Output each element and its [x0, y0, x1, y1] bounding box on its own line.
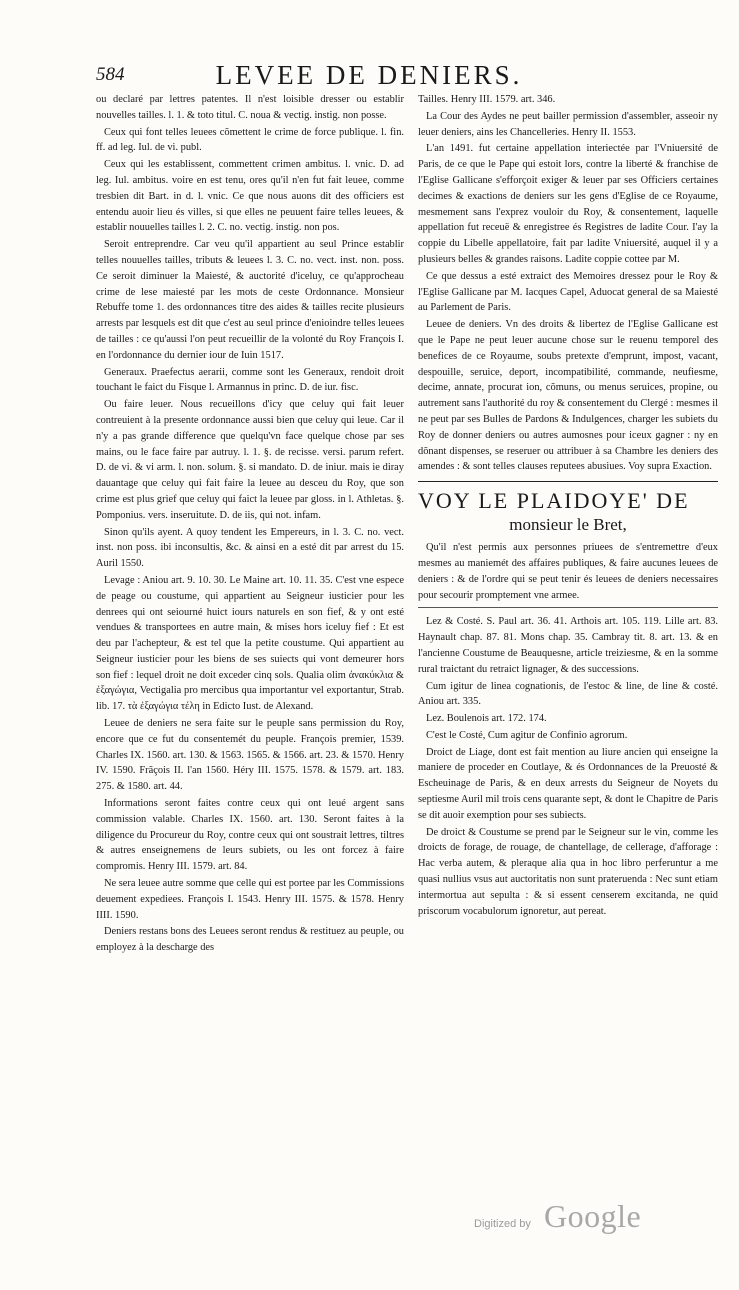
- paragraph: L'an 1491. fut certaine appellation interiectée par l'Vniuersité de Paris, de ce que le Pape qui estoit lors, contre la liberté & franchise de l'Eglise Gallicane s'efforçoit exiger & leuer par ses Officiers certaines decimes & exactions de deniers sur les gens d'Eglise de ce Royaume, mesmement sans l'exprez vouloir du Roy, & consentement, laquelle appellation fut receuë & enregistree és Registres de ladite Cour. I'ay la coppie du Libelle appellatoire, fait par ladite Vniuersité, auquel il y a plusieurs belles & grandes raisons. Ladite coppie cottee par M.: [418, 143, 718, 265]
- paragraph: Leuee de deniers ne sera faite sur le peuple sans permission du Roy, encore que ce fut du consentemét du peuple. François premier, 1539. Charles IX. 1560. art. 130. & 1563. 1565. & 1566. art. 23. & 1570. Henry IV. 1590. Frãçois II. l'an 1560. Héry III. 1575. 1578. & 1579. art. 183. 275. & 1580. art. 44.: [96, 718, 404, 793]
- paragraph: ou declaré par lettres patentes. Il n'est loisible dresser ou establir nouvelles tailles. l. 1. & toto titul. C. noua & vectig. instig. non posse.: [96, 94, 404, 121]
- paragraph: Ceux qui les establissent, commettent crimen ambitus. l. vnic. D. ad leg. Iul. ambitus. voire en est tenu, ores qu'il n'en fut fait leuee, comme tresbien dit Bart. in d. l. vnic. Ce que nous auons dit des officiers est entendu auoir lieu és villes, si que elles ne peuuent faire telles leuees, & establir nouuelles tailles l. 2. C. no. vectig. instig. non pos.: [96, 159, 404, 234]
- paragraph: Droict de Liage, dont est fait mention au liure ancien qui enseigne la maniere de proceder en Coutlaye, & és Ordonnances de la Preuosté & Escheuinage de Paris, & en deux arrests du Seigneur de Noyets du septiesme Auril mil trois cens quarante sept, & dont le Chapitre de Paris se dit auoir exemption pour ses subiects.: [418, 746, 718, 821]
- paragraph: Cum igitur de linea cognationis, de l'estoc & line, de line & costé. Aniou art. 335.: [418, 680, 718, 708]
- page-header: [96, 60, 656, 94]
- section-divider: [418, 481, 718, 482]
- paragraph: De droict & Coustume se prend par le Seigneur sur le vin, comme les droicts de forage, de rouage, de chantellage, de cellerage, d'afforage : Hac verba autem, & pleraque alia qua in hoc libro perferuntur a me quasi nullius vsus aut auctoritatis non sunt prateruenda : Nec sunt etiam intermortua aut sepulta : & si essent censerem excitanda, ne quid priscorum vocabulorum ignoretur, aut pereat.: [418, 826, 718, 917]
- running-title: LEVEE DE DENIERS.: [215, 60, 523, 90]
- paragraph: Lez. Boulenois art. 172. 174.: [426, 713, 547, 725]
- google-logo: Google: [544, 1198, 642, 1234]
- left-column: [96, 92, 404, 957]
- digitization-watermark: [448, 1198, 708, 1242]
- paragraph: Ce que dessus a esté extraict des Memoires dressez pour le Roy & l'Eglise Gallicane par M. Iacques Capel, Aduocat general de sa Maiesté au Parlement de Paris.: [418, 270, 718, 314]
- paragraph: C'est le Costé, Cum agitur de Confinio agrorum.: [426, 729, 628, 741]
- page-number: 584: [96, 64, 125, 85]
- paragraph: Levage : Aniou art. 9. 10. 30. Le Maine art. 10. 11. 35. C'est vne espece de peage ou coustume, qui appartient au Seigneur iusticier pour les denrees qui ont seiourné huict iours naturels en son fief, & y ont esté vendues & transportees en autre main, & mises hors iceluy fief : Et est deu par l'achepteur, & est tel que la petite coustume. Qui appartient au Seigneur iusticier pour les biens de ses suiects qui vont demeurer hors son fief : lequel droit ne doit exceder cinq sols. Qualia olim ἀνακύκλια & ἐξαγώγια, Vectigalia pro mercibus qua importantur vel exportantur, Strab. lib. 17. τὰ ἐξαγώγια τέλη in Edicto Iust. de Alexand.: [96, 574, 404, 713]
- section-divider: [418, 607, 718, 608]
- paragraph: Tailles. Henry III. 1579. art. 346.: [418, 94, 556, 105]
- paragraph: Informations seront faites contre ceux qui ont leué argent sans commission valable. Charles IX. 1560. art. 130. Seront faites à la diligence du Procureur du Roy, contre ceux qui ont soustrait lettres, tiltres & autres enseignemens de leurs subiets, ou les ont forcez à faire compromis. Henry III. 1579. art. 84.: [96, 798, 404, 873]
- paragraph: Leuee de deniers. Vn des droits & libertez de l'Eglise Gallicane est que le Pape ne peut leuer aucune chose sur le reuenu temporel des benefices de ce Royaume, soubs pretexte d'emprunt, impost, vacant, despouille, seruice, deport, incompatibilité, commande, neufiesme, decime, annate, procurat ion, cõmuns, ou menus seruices, propine, ou autrement sans l'authorité du roy & consentement du Clergé : mesmes il ne peut par ses Bulles de Pardons & Indulgences, charger les subiets du Roy de donner deniers ou autres aumosnes pour iceux gagner : ny en dõnant dispenses, se reseruer ou attribuer à sa Chambre les deniers des amendes : & sont telles clauses reputees abusiues. Voy supra Exaction.: [418, 319, 718, 473]
- paragraph: Lez & Costé. S. Paul art. 36. 41. Arthois art. 105. 119. Lille art. 83. Haynault chap. 87. 81. Mons chap. 35. Cambray tit. 8. art. 13. & en l'ancienne Coustume de Beauquesne, article treiziesme, & en la somme rural traictant du retraict lignager, & des successions.: [418, 616, 718, 675]
- paragraph: Sinon qu'ils ayent. A quoy tendent les Empereurs, in l. 3. C. no. vect. inst. non poss. ibi inconsultis, &c. & ainsi en a esté dit par arrest du 15. Auril 1550.: [96, 526, 404, 570]
- plaidoye-title: VOY LE PLAIDOYE' DE: [418, 488, 690, 514]
- paragraph: Generaux. Praefectus aerarii, comme sont les Generaux, rendoit droit touchant le faict du Fisque l. Armannus in princ. D. de iur. fisc.: [96, 366, 404, 394]
- paragraph: Ne sera leuee autre somme que celle qui est portee par les Commissions deuement expediees. François I. 1543. Henry III. 1575. & 1578. Henry IIII. 1590.: [96, 878, 404, 921]
- plaidoye-subtitle: monsieur le Bret,: [509, 515, 627, 535]
- paragraph: Ceux qui font telles leuees cõmettent le crime de force publique. l. fin. ff. ad leg. Iul. de vi. publ.: [96, 126, 404, 154]
- paragraph: La Cour des Aydes ne peut bailler permission d'assembler, asseoir ny leuer deniers, ains les Chancelleries. Henry II. 1553.: [418, 110, 718, 138]
- right-column: [418, 92, 718, 920]
- paragraph: Seroit entreprendre. Car veu qu'il appartient au seul Prince establir telles nouuelles tailles, tributs & leuees l. 3. C. no. vect. inst. non. poss. Ce seroit diminuer la Maiesté, & auctorité d'iceluy, ce qu'approcheau crime de lese maiesté par les mots de ceste Ordonnance. Monsieur Rebuffe tome 1. des ordonnances titre des aides & tailles recite plusieurs arrests par lesquels est dit que c'est au seul prince d'enioindre telles leuees de tailles : ce qu'aussi l'on peut recueillir de la volonté du Roy François I. en l'ordonnance du dernier iour de Iuin 1517.: [96, 239, 404, 361]
- digitized-by-label: Digitized by: [474, 1218, 531, 1230]
- paragraph: Deniers restans bons des Leuees seront rendus & restituez au peuple, ou employez à la descharge des: [96, 926, 404, 954]
- plaidoye-text: Qu'il n'est permis aux personnes priuees de s'entremettre d'eux mesmes au maniemét des affaires publiques, & faire aucunes leuees de deniers : & de l'ordre qui se peut tenir és leuees de deniers necessaires pour secourir promptement vne armee.: [418, 542, 718, 601]
- paragraph: Ou faire leuer. Nous recueillons d'icy que celuy qui fait leuer contreuient à la presente ordonnance aussi bien que celuy qui leue. Car il n'y a pas grande difference que quelqu'vn face quelque chose par ses mains, ou le face faire par autruy. l. 1. §. de recisse. versi. parum refert. D. de vi. & vi arm. l. non. solum. §. si mandato. D. de iniur. mais ie diray dauantage que celuy qui fait faire la leuee au desceu du Roy, que son crime est plus grief que celuy qui faict la leuee par gloss. in l. Athletas. §. Pomponius. vers. inseruitute. D. de iis, qui not. infam.: [96, 399, 404, 521]
